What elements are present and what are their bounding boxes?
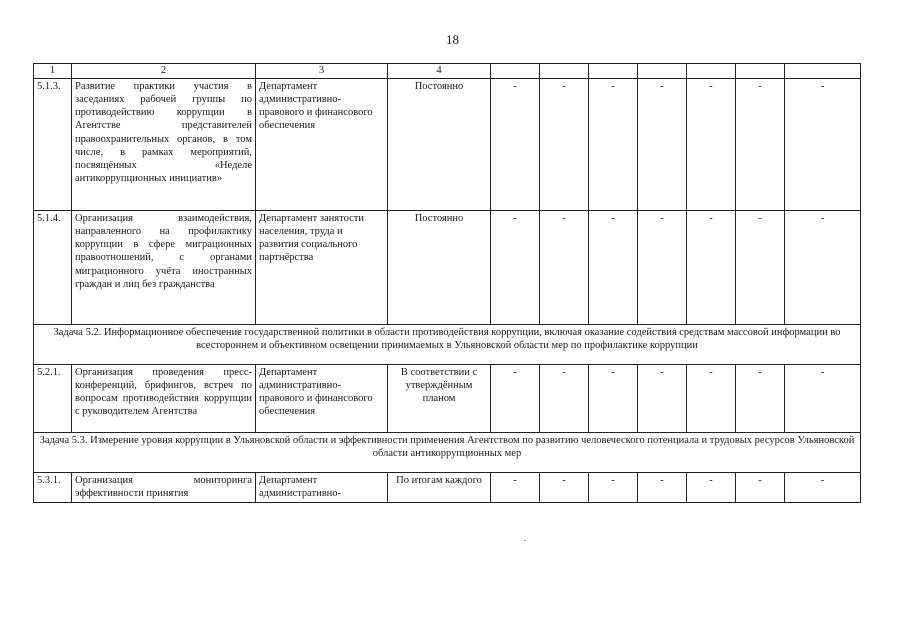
value-cell: -	[638, 473, 687, 503]
value-cell: -	[491, 79, 540, 211]
value-cell: -	[736, 473, 785, 503]
task-row	[34, 325, 861, 365]
scan-speck	[524, 540, 526, 541]
responsible-department: Департамент административно-правового и финансового обеспечения	[256, 365, 388, 433]
column-header-blank	[736, 64, 785, 79]
value-cell: -	[540, 79, 589, 211]
column-header-blank	[785, 64, 861, 79]
header-row	[34, 64, 861, 79]
value-cell: -	[687, 473, 736, 503]
value-cell: -	[638, 211, 687, 325]
value-cell: -	[736, 365, 785, 433]
responsible-department: Департамент административно-правового и финансового обеспечения	[256, 79, 388, 211]
column-header-blank	[638, 64, 687, 79]
value-cell: -	[638, 79, 687, 211]
measures-table	[33, 63, 861, 503]
measure-description: Организация мониторинга эффективности принятия	[72, 473, 256, 503]
measure-description: Организация проведения пресс-конференций, брифингов, встреч по вопросам противодействия коррупции с руководителем Агентства	[72, 365, 256, 433]
value-cell: -	[785, 473, 861, 503]
value-cell: -	[491, 473, 540, 503]
value-cell: -	[687, 79, 736, 211]
column-header: 4	[388, 64, 491, 79]
execution-term: По итогам каждого	[388, 473, 491, 503]
value-cell: -	[589, 211, 638, 325]
value-cell: -	[540, 473, 589, 503]
value-cell: -	[491, 211, 540, 325]
table-row	[34, 473, 861, 503]
column-header: 3	[256, 64, 388, 79]
column-header-blank	[491, 64, 540, 79]
value-cell: -	[589, 473, 638, 503]
table-row	[34, 211, 861, 325]
measure-description: Организация взаимодействия, направленного на профилактику коррупции в сфере миграционных правоотношений, с органами миграционного учёта иностранных граждан и лиц без гражданства	[72, 211, 256, 325]
row-number: 5.2.1.	[34, 365, 72, 433]
column-header-blank	[589, 64, 638, 79]
value-cell: -	[589, 365, 638, 433]
value-cell: -	[736, 211, 785, 325]
task-heading: Задача 5.2. Информационное обеспечение государственной политики в области противодействия коррупции, включая оказание содействия средствам массовой информации во всестороннем и объективном освещении принимаемых в Ульяновской области мер по профилактике коррупции	[34, 325, 861, 365]
value-cell: -	[687, 365, 736, 433]
table-row	[34, 365, 861, 433]
responsible-department: Департамент занятости населения, труда и развития социального партнёрства	[256, 211, 388, 325]
execution-term: Постоянно	[388, 79, 491, 211]
task-row	[34, 433, 861, 473]
page-number: 18	[446, 32, 459, 47]
value-cell: -	[540, 365, 589, 433]
responsible-department: Департамент административно-	[256, 473, 388, 503]
column-header-blank	[540, 64, 589, 79]
execution-term: В соответствии с утверждённым планом	[388, 365, 491, 433]
value-cell: -	[638, 365, 687, 433]
column-header-blank	[687, 64, 736, 79]
row-number: 5.3.1.	[34, 473, 72, 503]
value-cell: -	[540, 211, 589, 325]
column-header: 2	[72, 64, 256, 79]
row-number: 5.1.4.	[34, 211, 72, 325]
row-number: 5.1.3.	[34, 79, 72, 211]
value-cell: -	[736, 79, 785, 211]
task-heading: Задача 5.3. Измерение уровня коррупции в Ульяновской области и эффективности применения Агентством по развитию человеческого потенциала и трудовых ресурсов Ульяновской области антикоррупционных мер	[34, 433, 861, 473]
value-cell: -	[687, 211, 736, 325]
value-cell: -	[785, 365, 861, 433]
table-row	[34, 79, 861, 211]
value-cell: -	[589, 79, 638, 211]
execution-term: Постоянно	[388, 211, 491, 325]
measure-description: Развитие практики участия в заседаниях рабочей группы по противодействию коррупции в Агентстве представителей правоохранительных органов, в том числе, в рамках мероприятий, посвящённых «Неделе антикоррупционных инициатив»	[72, 79, 256, 211]
column-header: 1	[34, 64, 72, 79]
value-cell: -	[491, 365, 540, 433]
value-cell: -	[785, 211, 861, 325]
value-cell: -	[785, 79, 861, 211]
